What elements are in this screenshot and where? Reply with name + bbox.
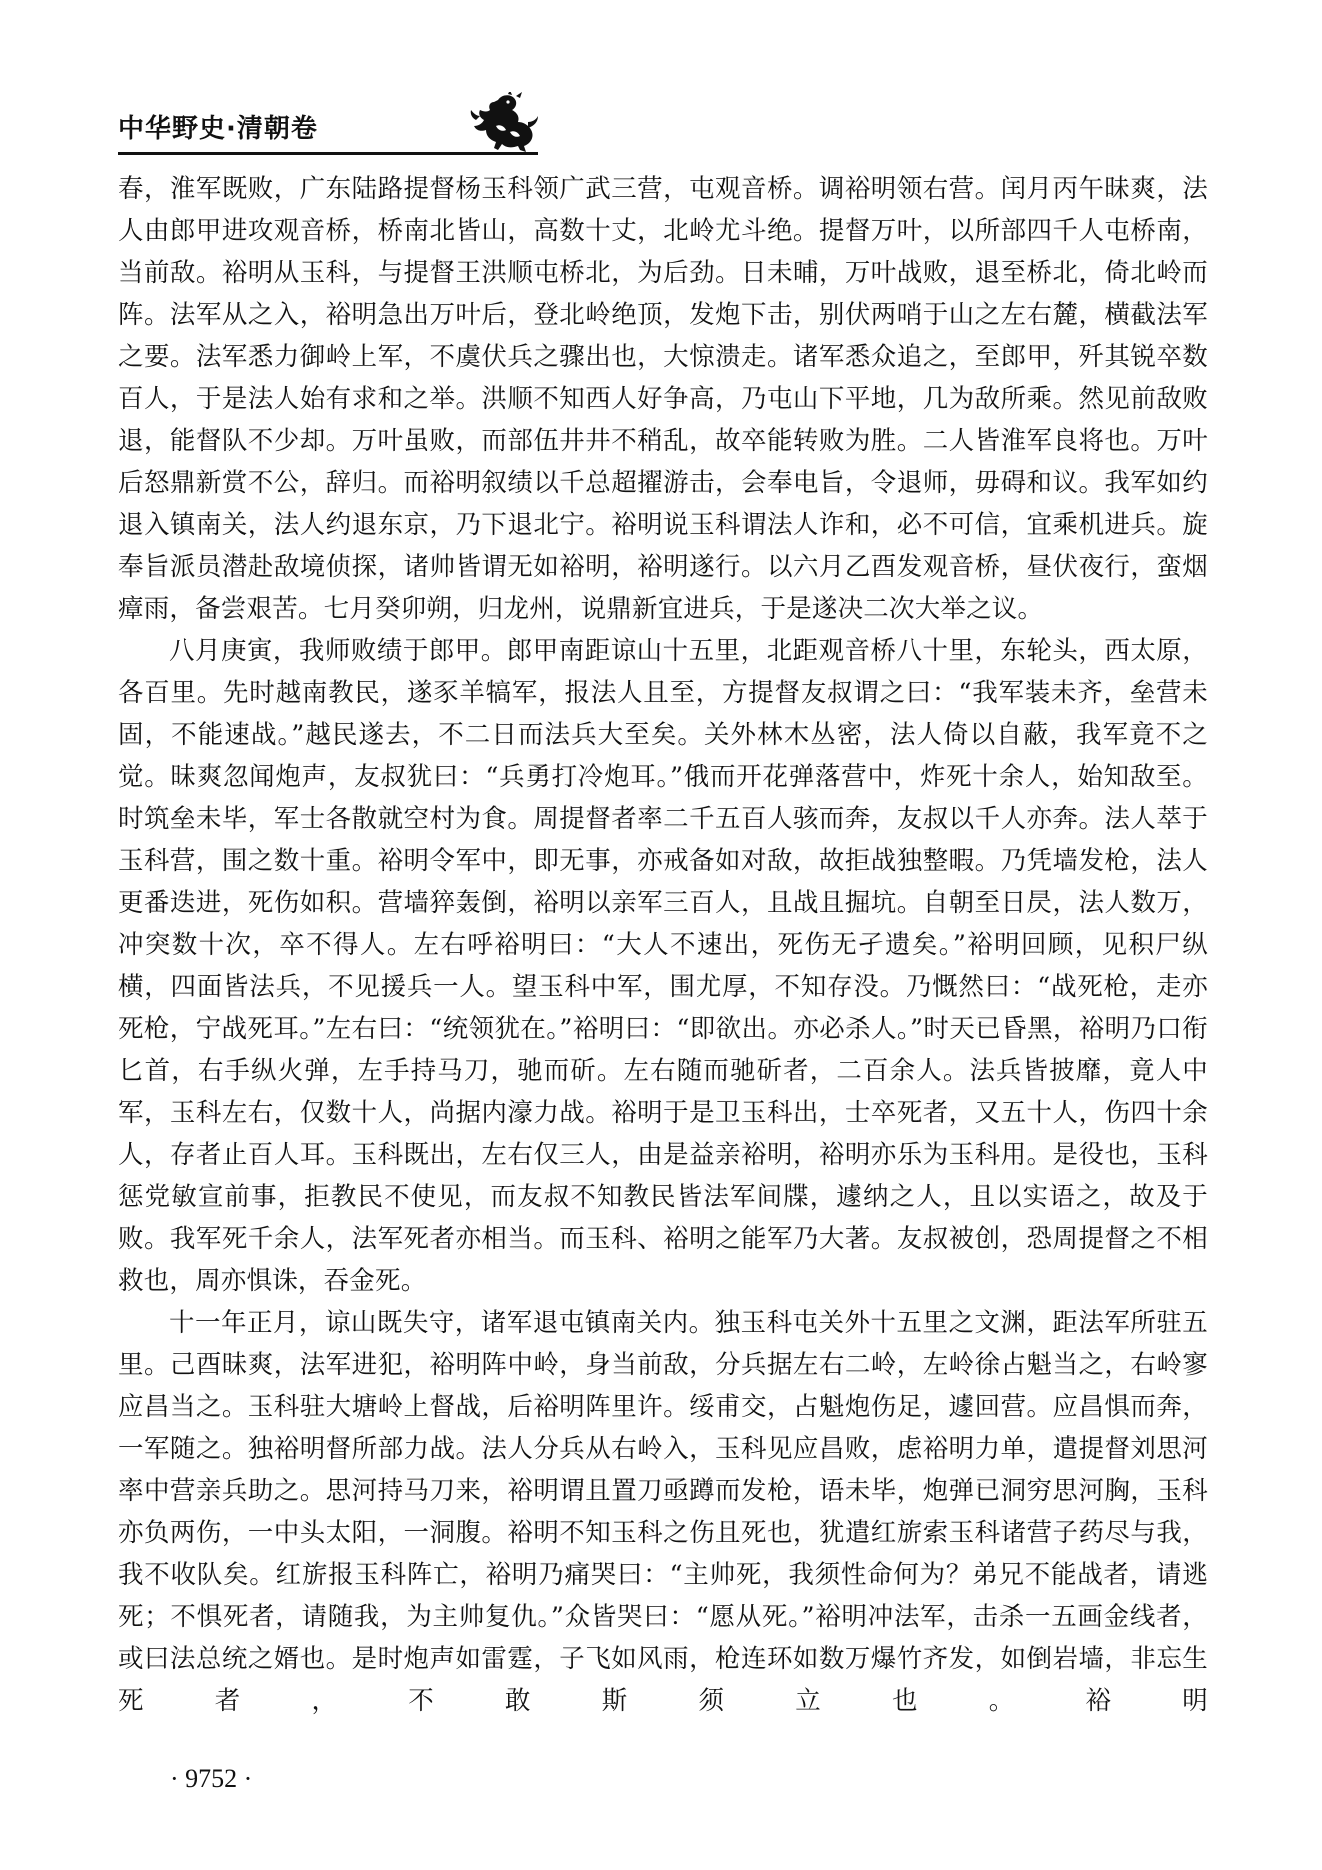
page-number: · 9752 · (170, 1764, 253, 1793)
body-text (118, 168, 1208, 1722)
dragon-emblem-icon (468, 92, 540, 154)
book-title: 中华野史·清朝卷 (118, 114, 318, 144)
paragraph: 春，淮军既败，广东陆路提督杨玉科领广武三营，屯观音桥。调裕明领右营。闰月丙午昧爽，法人由郎甲进攻观音桥，桥南北皆山，高数十丈，北岭尤斗绝。提督万叶，以所部四千人屯桥南，当前敌。裕明从玉科，与提督王洪顺屯桥北，为后劲。日未晡，万叶战败，退至桥北，倚北岭而阵。法军从之入，裕明急出万叶后，登北岭绝顶，发炮下击，别伏两哨于山之左右麓，横截法军之要。法军悉力御岭上军，不虞伏兵之骤出也，大惊溃走。诸军悉众追之，至郎甲，歼其锐卒数百人，于是法人始有求和之举。洪顺不知西人好争高，乃屯山下平地，几为敌所乘。然见前敌败退，能督队不少却。万叶虽败，而部伍井井不稍乱，故卒能转败为胜。二人皆淮军良将也。万叶后怒鼎新赏不公，辞归。而裕明叙绩以千总超擢游击，会奉电旨，令退师，毋碍和议。我军如约退入镇南关，法人约退东京，乃下退北宁。裕明说玉科谓法人诈和，必不可信，宜乘机进兵。旋奉旨派员潜赴敌境侦探，诸帅皆谓无如裕明，裕明遂行。以六月乙酉发观音桥，昼伏夜行，蛮烟瘴雨，备尝艰苦。七月癸卯朔，归龙州，说鼎新宜进兵，于是遂决二次大举之议。 (118, 174, 1208, 624)
paragraph: 十一年正月，谅山既失守，诸军退屯镇南关内。独玉科屯关外十五里之文渊，距法军所驻五里。己酉昧爽，法军进犯，裕明阵中岭，身当前敌，分兵据左右二岭，左岭徐占魁当之，右岭寥应昌当之。玉科驻大塘岭上督战，后裕明阵里许。绥甫交，占魁炮伤足，遽回营。应昌惧而奔，一军随之。独裕明督所部力战。法人分兵从右岭入，玉科见应昌败，虑裕明力单，遣提督刘思河率中营亲兵助之。思河持马刀来，裕明谓且置刀亟蹲而发枪，语未毕，炮弹已洞穷思河胸，玉科亦负两伤，一中头太阳，一洞腹。裕明不知玉科之伤且死也，犹遣红旂索玉科诸营子药尽与我，我不收队矣。红旂报玉科阵亡，裕明乃痛哭曰：“主帅死，我须性命何为？弟兄不能战者，请逃死；不惧死者，请随我，为主帅复仇。”众皆哭曰：“愿从死。”裕明冲法军，击杀一五画金线者，或曰法总统之婿也。是时炮声如雷霆，子飞如风雨，枪连环如数万爆竹齐发，如倒岩墙，非忘生死者，不敢斯须立也。裕明 (118, 1308, 1208, 1716)
header-divider (118, 152, 538, 155)
paragraph: 八月庚寅，我师败绩于郎甲。郎甲南距谅山十五里，北距观音桥八十里，东轮头，西太原，各百里。先时越南教民，遂豕羊犒军，报法人且至，方提督友叔谓之曰：“我军装未齐，垒营未固，不能速战。”越民遂去，不二日而法兵大至矣。关外林木丛密，法人倚以自蔽，我军竟不之觉。昧爽忽闻炮声，友叔犹曰：“兵勇打冷炮耳。”俄而开花弹落营中，炸死十余人，始知敌至。时筑垒未毕，军士各散就空村为食。周提督者率二千五百人骇而奔，友叔以千人亦奔。法人萃于玉科营，围之数十重。裕明令军中，即无事，亦戒备如对敌，故拒战独整暇。乃凭墙发枪，法人更番迭进，死伤如积。营墙猝轰倒，裕明以亲军三百人，且战且掘坑。自朝至日昃，法人数万，冲突数十次，卒不得人。左右呼裕明曰：“大人不速出，死伤无孑遗矣。”裕明回顾，见积尸纵横，四面皆法兵，不见援兵一人。望玉科中军，围尤厚，不知存没。乃慨然曰：“战死枪，走亦死枪，宁战死耳。”左右曰：“统领犹在。”裕明曰：“即欲出。亦必杀人。”时天已昏黑，裕明乃口衔匕首，右手纵火弹，左手持马刀，驰而斫。左右随而驰斫者，二百余人。法兵皆披靡，竟人中军，玉科左右，仅数十人，尚据内濠力战。裕明于是卫玉科出，士卒死者，又五十人，伤四十余人，存者止百人耳。玉科既出，左右仅三人，由是益亲裕明，裕明亦乐为玉科用。是役也，玉科惩党敏宣前事，拒教民不使见，而友叔不知教民皆法军间牒，遽纳之人，且以实语之，故及于败。我军死千余人，法军死者亦相当。而玉科、裕明之能军乃大著。友叔被创，恐周提督之不相救也，周亦惧诛，吞金死。 (118, 636, 1208, 1296)
